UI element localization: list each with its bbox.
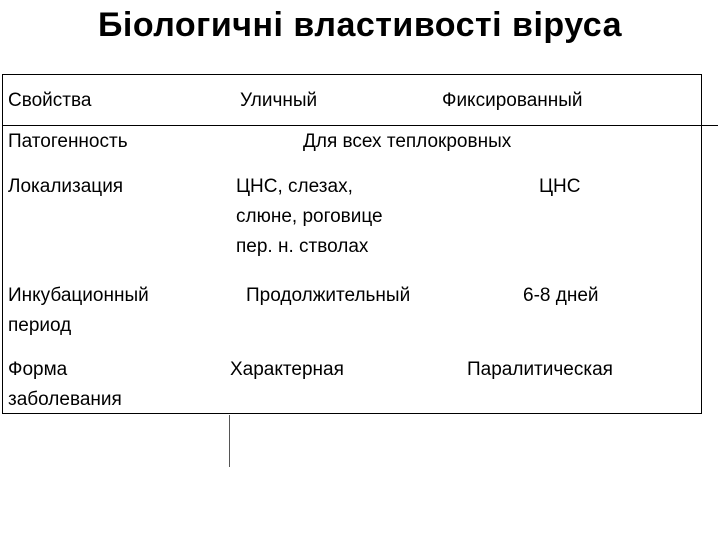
- header-divider: [2, 125, 718, 126]
- row-fixed-incubation: 6-8 дней: [523, 285, 599, 306]
- row-label-incubation-line2: период: [8, 315, 72, 336]
- row-street-localization-line3: пер. н. стволах: [236, 236, 369, 257]
- row-label-disease-form-line2: заболевания: [8, 389, 122, 410]
- row-fixed-disease-form: Паралитическая: [467, 359, 613, 380]
- header-properties: Свойства: [8, 90, 92, 111]
- row-label-localization: Локализация: [8, 176, 124, 197]
- column-divider: [229, 415, 230, 467]
- row-street-localization-line2: слюне, роговице: [236, 206, 383, 227]
- row-value-pathogenicity: Для всех теплокровных: [303, 131, 512, 152]
- row-label-incubation-line1: Инкубационный: [8, 285, 149, 306]
- header-street: Уличный: [240, 90, 318, 111]
- row-street-incubation: Продолжительный: [246, 285, 411, 306]
- row-street-localization-line1: ЦНС, слезах,: [236, 176, 353, 197]
- page-title: Біологичні властивості віруса: [97, 6, 623, 44]
- row-label-pathogenicity: Патогенность: [8, 131, 128, 152]
- row-label-disease-form-line1: Форма: [8, 359, 68, 380]
- row-street-disease-form: Характерная: [230, 359, 344, 380]
- row-fixed-localization: ЦНС: [539, 176, 581, 197]
- header-fixed: Фиксированный: [442, 90, 583, 111]
